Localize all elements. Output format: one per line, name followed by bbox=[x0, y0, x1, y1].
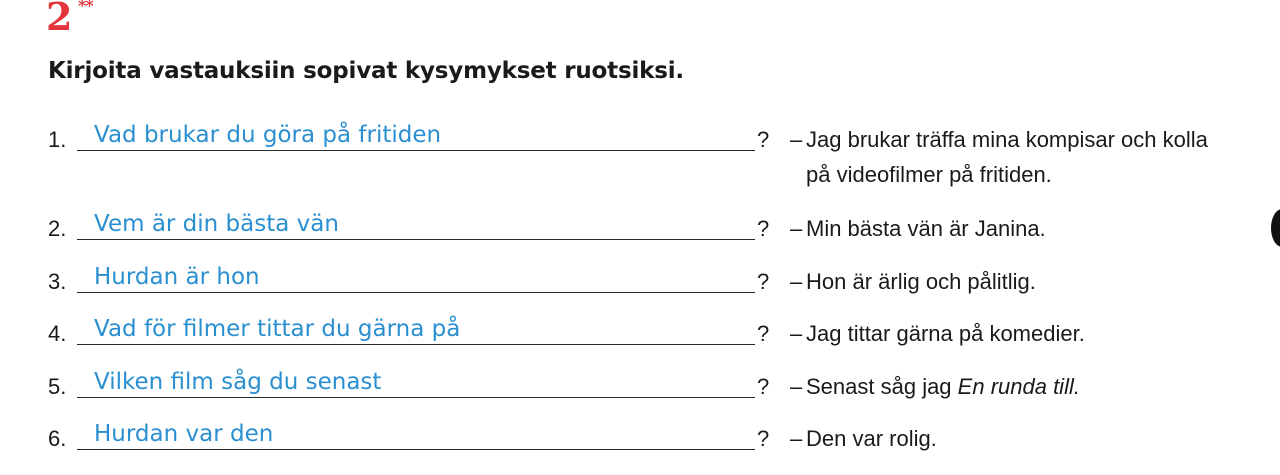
answer-line bbox=[77, 150, 755, 151]
answer-line bbox=[77, 344, 755, 345]
dash: – bbox=[790, 269, 803, 294]
exercise-instruction: Kirjoita vastauksiin sopivat kysymykset ruotsiksi. bbox=[48, 58, 684, 84]
dash: – bbox=[790, 216, 803, 241]
exercise-row-3 bbox=[0, 257, 1280, 297]
question-mark: ? bbox=[757, 374, 770, 399]
reply-text-continued: på videofilmer på fritiden. bbox=[806, 162, 1052, 187]
item-number: 2. bbox=[48, 216, 67, 241]
answer-line bbox=[77, 449, 755, 450]
reply-text: Min bästa vän är Janina. bbox=[806, 216, 1046, 241]
dash: – bbox=[790, 127, 803, 152]
reply-text: Hon är ärlig och pålitlig. bbox=[806, 269, 1036, 294]
question-mark: ? bbox=[757, 269, 770, 294]
exercise-number: 2 bbox=[46, 0, 73, 39]
film-title: En runda till. bbox=[957, 374, 1080, 399]
exercise-row-5 bbox=[0, 362, 1280, 402]
item-number: 4. bbox=[48, 321, 67, 346]
answer-text[interactable]: Vilken film såg du senast bbox=[94, 369, 382, 395]
exercise-row-4 bbox=[0, 309, 1280, 349]
item-number: 3. bbox=[48, 269, 67, 294]
answer-line bbox=[77, 292, 755, 293]
question-mark: ? bbox=[757, 321, 770, 346]
difficulty-stars: ** bbox=[78, 0, 93, 15]
exercise-row-1 bbox=[0, 115, 1280, 155]
reply-text: Jag brukar träffa mina kompisar och kolla bbox=[806, 127, 1208, 152]
dash: – bbox=[790, 374, 803, 399]
exercise-row-6 bbox=[0, 414, 1280, 454]
dash: – bbox=[790, 321, 803, 346]
item-number: 5. bbox=[48, 374, 67, 399]
item-number: 6. bbox=[48, 426, 67, 451]
reply-text: Den var rolig. bbox=[806, 426, 937, 451]
answer-line bbox=[77, 239, 755, 240]
answer-text[interactable]: Vad brukar du göra på fritiden bbox=[94, 122, 442, 148]
answer-text[interactable]: Vad för filmer tittar du gärna på bbox=[94, 316, 461, 342]
answer-text[interactable]: Hurdan var den bbox=[94, 421, 274, 447]
reply-text bbox=[806, 374, 1080, 400]
item-number: 1. bbox=[48, 127, 67, 152]
question-mark: ? bbox=[757, 426, 770, 451]
dash: – bbox=[790, 426, 803, 451]
answer-line bbox=[77, 397, 755, 398]
reply-text: Jag tittar gärna på komedier. bbox=[806, 321, 1085, 346]
answer-text[interactable]: Hurdan är hon bbox=[94, 264, 260, 290]
exercise-row-2 bbox=[0, 204, 1280, 244]
reply-text-plain: Senast såg jag bbox=[806, 374, 958, 399]
question-mark: ? bbox=[757, 127, 770, 152]
question-mark: ? bbox=[757, 216, 770, 241]
answer-text[interactable]: Vem är din bästa vän bbox=[94, 211, 339, 237]
